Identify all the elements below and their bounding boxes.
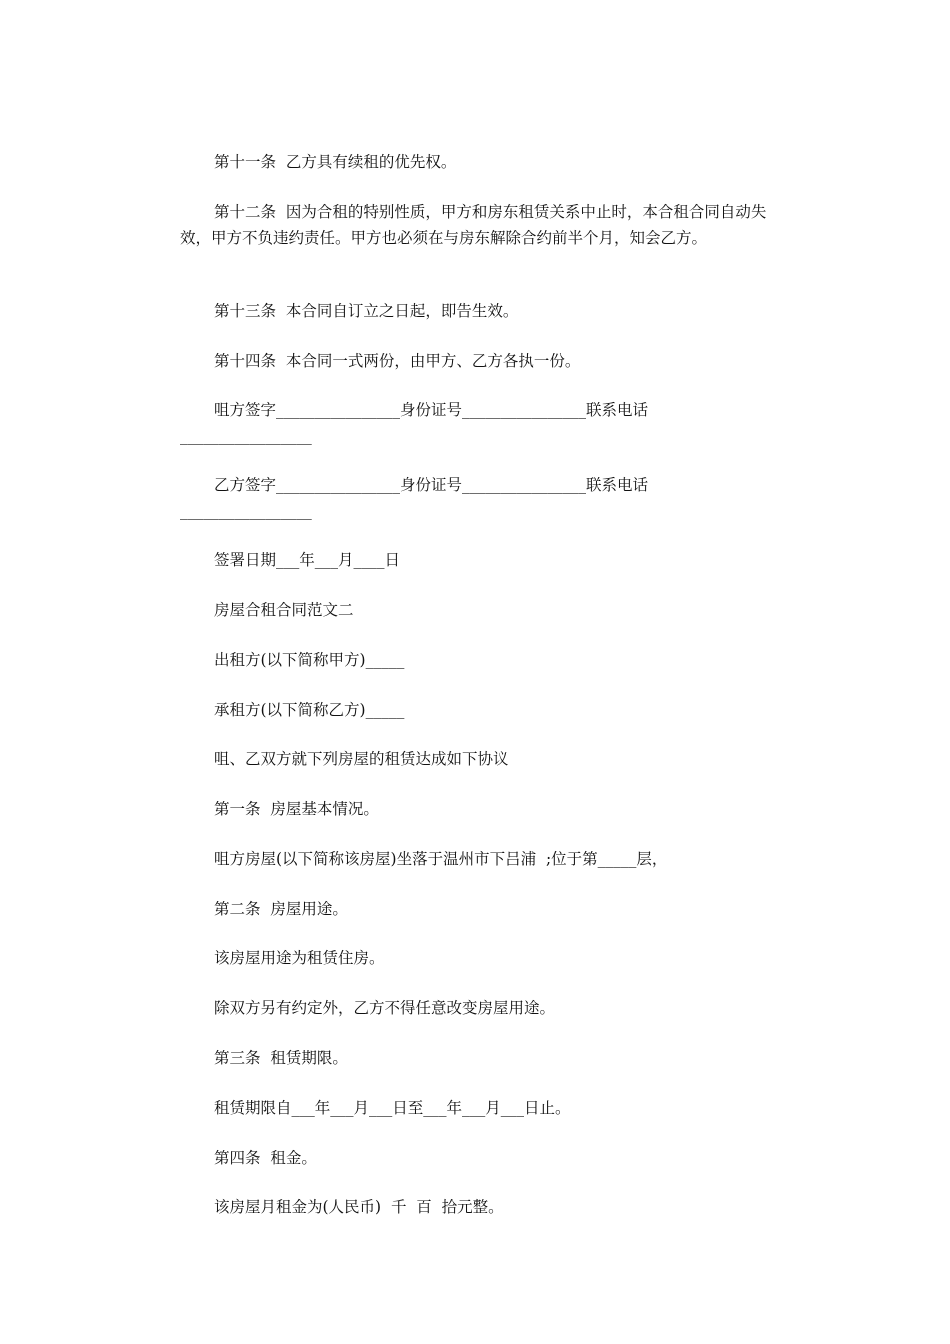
lessee-line: 承租方(以下简称乙方)_____ bbox=[214, 701, 405, 719]
party-b-signature-line: 乙方签字________________身份证号________________联系电话_________________ bbox=[180, 476, 649, 520]
clause-11: 第十一条 乙方具有续租的优先权。 bbox=[214, 153, 457, 171]
article-2-heading: 第二条 房屋用途。 bbox=[214, 900, 348, 918]
clause-12: 第十二条 因为合租的特别性质，甲方和房东租赁关系中止时，本合租合同自动失效，甲方不负违约责任。甲方也必须在与房东解除合约前半个月，知会乙方。 bbox=[180, 203, 767, 247]
clause-14: 第十四条 本合同一式两份，由甲方、乙方各执一份。 bbox=[214, 352, 581, 370]
property-use: 该房屋用途为租赁住房。 bbox=[214, 949, 385, 967]
party-a-signature-line: 咀方签字________________身份证号________________联系电话_________________ bbox=[180, 401, 649, 445]
use-restriction: 除双方另有约定外，乙方不得任意改变房屋用途。 bbox=[214, 999, 556, 1017]
article-4-heading: 第四条 租金。 bbox=[214, 1149, 317, 1167]
property-location: 咀方房屋(以下简称该房屋)坐落于温州市下吕浦 ;位于第_____层， bbox=[214, 850, 668, 868]
article-3-heading: 第三条 租赁期限。 bbox=[214, 1049, 348, 1067]
lease-term: 租赁期限自___年___月___日至___年___月___日止。 bbox=[214, 1099, 571, 1117]
clause-13: 第十三条 本合同自订立之日起，即告生效。 bbox=[214, 302, 519, 320]
monthly-rent: 该房屋月租金为(人民币) 千 百 拾元整。 bbox=[214, 1198, 504, 1216]
article-1-heading: 第一条 房屋基本情况。 bbox=[214, 800, 379, 818]
lessor-line: 出租方(以下简称甲方)_____ bbox=[214, 651, 405, 669]
agreement-intro: 咀、乙双方就下列房屋的租赁达成如下协议 bbox=[214, 750, 509, 768]
section-title-sample-two: 房屋合租合同范文二 bbox=[214, 601, 354, 619]
signing-date: 签署日期___年___月____日 bbox=[214, 551, 401, 569]
